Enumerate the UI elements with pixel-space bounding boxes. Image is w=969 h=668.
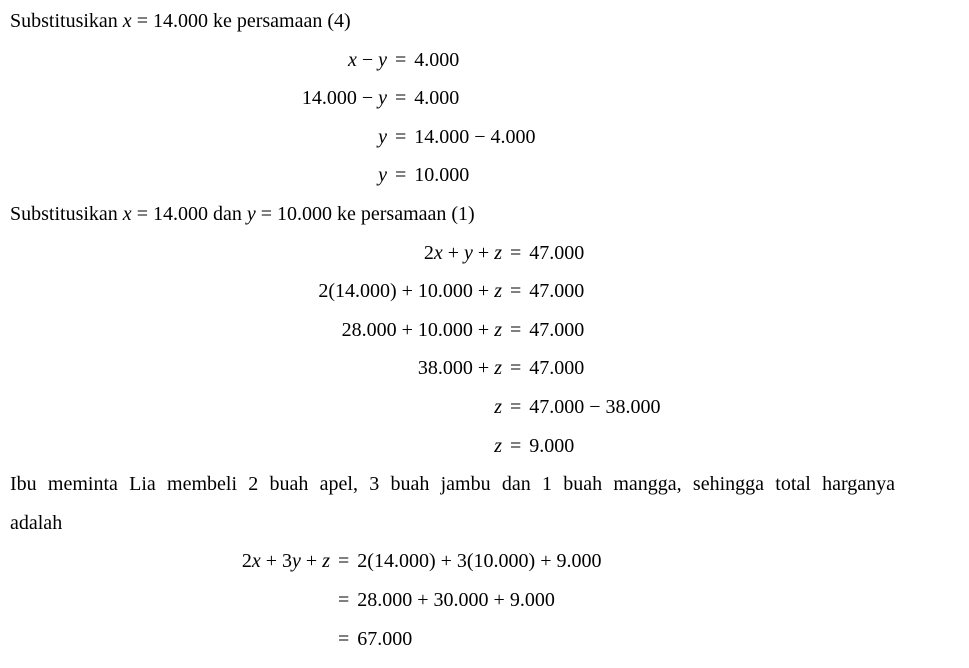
text-run: Substitusikan <box>10 202 123 225</box>
text-run: = 14.000 dan <box>131 202 247 225</box>
equation-rhs: 14.000 − 4.000 <box>414 125 536 148</box>
equation-rhs: 2(14.000) + 3(10.000) + 9.000 <box>357 550 602 573</box>
math-variable-y: y <box>378 87 387 110</box>
equation-rhs: 28.000 + 30.000 + 9.000 <box>357 588 555 611</box>
equals-sign: = <box>338 588 350 611</box>
math-variable-y: y <box>378 125 387 148</box>
equals-sign: = <box>395 125 407 148</box>
equation-rhs: 47.000 <box>529 318 585 341</box>
math-variable-z: z <box>494 318 502 341</box>
text-run: Substitusikan <box>10 10 123 32</box>
math-variable-y: y <box>378 48 387 71</box>
math-number: 28.000 + 10.000 + <box>341 318 495 341</box>
paragraph-substitusi-persamaan-1 <box>10 195 969 234</box>
equation-38000-plus-z <box>10 349 969 388</box>
math-variable-x: x <box>122 202 132 225</box>
math-variable-y: y <box>378 164 387 187</box>
equals-sign: = <box>510 434 522 457</box>
equation-rhs: 9.000 <box>529 434 575 457</box>
paragraph-conclusion-line1: Ibu meminta Lia membeli 2 buah apel, 3 buah jambu dan 1 buah mangga, sehingga total harganya <box>10 473 895 496</box>
equation-2x-y-z <box>10 234 969 273</box>
equals-sign: = <box>338 627 350 650</box>
equals-sign: = <box>510 395 522 418</box>
equation-lhs <box>10 388 502 427</box>
math-variable-z: z <box>494 241 502 264</box>
equation-total-price <box>10 542 969 581</box>
equation-lhs <box>10 427 502 466</box>
equation-lhs <box>10 349 502 388</box>
equals-sign: = <box>338 550 350 573</box>
math-operator: + 3 <box>260 550 293 573</box>
paragraph-substitusi-persamaan-4 <box>10 2 969 41</box>
equation-28000-plus <box>10 311 969 350</box>
math-variable-x: x <box>433 241 443 264</box>
equation-rhs: 47.000 − 38.000 <box>529 395 661 418</box>
math-number: 2(14.000) + 10.000 + <box>318 280 495 303</box>
equation-lhs <box>10 156 387 195</box>
equation-lhs <box>10 272 502 311</box>
math-variable-y: y <box>292 550 301 573</box>
math-number: 14.000 − <box>301 87 379 110</box>
equation-rhs: 4.000 <box>414 87 460 110</box>
math-variable-z: z <box>494 357 502 380</box>
equation-substituted-values <box>10 272 969 311</box>
equation-rhs: 47.000 <box>529 241 585 264</box>
text-run: = 10.000 ke persamaan (1) <box>255 202 475 225</box>
equation-rhs: 4.000 <box>414 48 460 71</box>
equation-rhs: 47.000 <box>529 357 585 380</box>
equation-total-sum <box>10 581 969 620</box>
equals-sign: = <box>510 357 522 380</box>
equation-lhs <box>10 542 330 581</box>
math-operator: + <box>472 241 495 264</box>
math-number: 38.000 + <box>417 357 495 380</box>
equation-lhs <box>10 41 387 80</box>
equals-sign: = <box>395 87 407 110</box>
equals-sign: = <box>510 280 522 303</box>
math-number: 2 <box>241 550 252 573</box>
equation-total-result <box>10 620 969 659</box>
math-variable-x: x <box>251 550 261 573</box>
equals-sign: = <box>395 48 407 71</box>
equation-lhs <box>10 118 387 157</box>
math-variable-y: y <box>464 241 473 264</box>
equation-z-result <box>10 427 969 466</box>
equation-14000-minus-y <box>10 79 969 118</box>
equals-sign: = <box>510 241 522 264</box>
math-variable-x: x <box>122 10 132 32</box>
equation-lhs <box>10 234 502 273</box>
equation-x-minus-y <box>10 41 969 80</box>
equation-rhs: 67.000 <box>357 627 413 650</box>
equation-z-solve <box>10 388 969 427</box>
math-variable-z: z <box>494 395 502 418</box>
math-variable-y: y <box>246 202 256 225</box>
equation-y-result <box>10 156 969 195</box>
math-number: 2 <box>423 241 434 264</box>
math-operator: − <box>356 48 379 71</box>
math-variable-z: z <box>322 550 330 573</box>
math-operator: + <box>442 241 465 264</box>
math-variable-z: z <box>494 434 502 457</box>
equation-rhs: 10.000 <box>414 164 470 187</box>
equation-y-solve <box>10 118 969 157</box>
math-variable-z: z <box>494 280 502 303</box>
equals-sign: = <box>510 318 522 341</box>
text-run: = 14.000 ke persamaan (4) <box>131 10 351 32</box>
math-operator: + <box>300 550 323 573</box>
paragraph-conclusion-line2: adalah <box>10 511 63 534</box>
equation-lhs <box>10 79 387 118</box>
equation-lhs <box>10 311 502 350</box>
math-variable-x: x <box>347 48 357 71</box>
equals-sign: = <box>395 164 407 187</box>
equation-rhs: 47.000 <box>529 280 585 303</box>
